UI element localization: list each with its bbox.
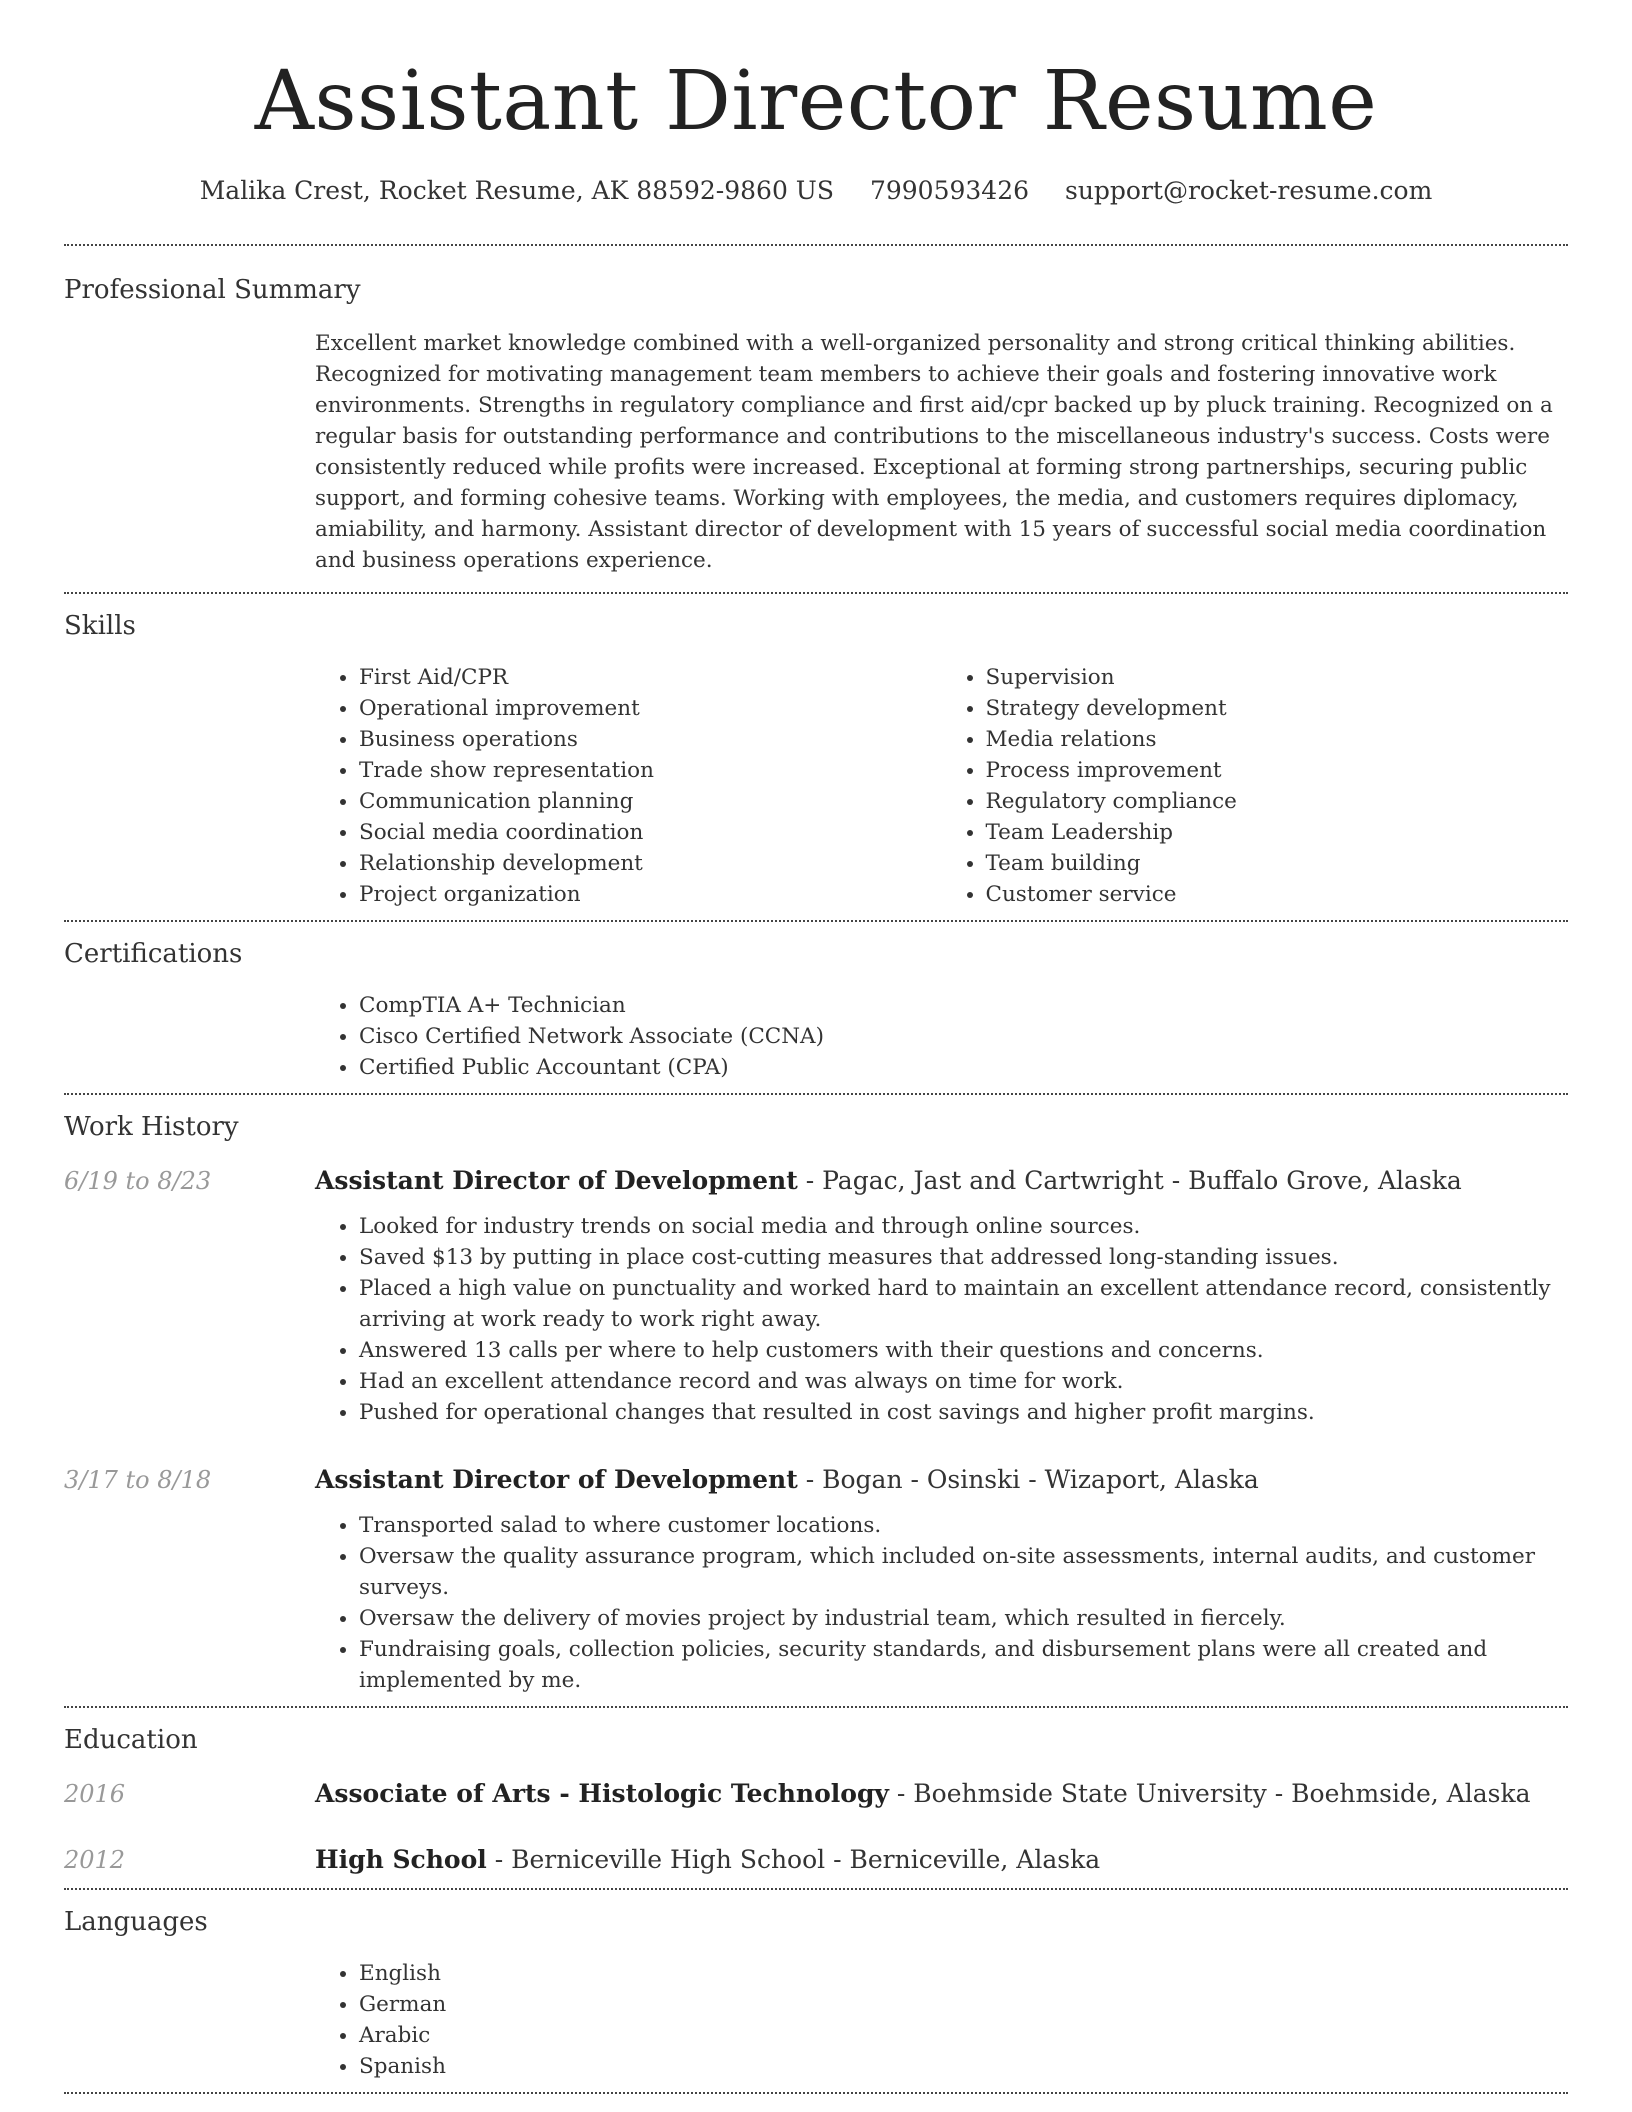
list-item: • Answered 13 calls per where to help customers with their questions and concerns. (359, 1335, 1568, 1366)
list-item: • Oversaw the delivery of movies project by industrial team, which resulted in fiercely. (359, 1603, 1568, 1634)
list-item: • Saved $13 by putting in place cost-cutting measures that addressed long-standing issues. (359, 1242, 1568, 1273)
education-entry (64, 1842, 1568, 1878)
section-heading-summary: Professional Summary (64, 275, 361, 305)
section-heading-work: Work History (64, 1112, 239, 1142)
job-main (315, 1163, 1568, 1428)
list-item: • Placed a high value on punctuality and worked hard to maintain an excellent attendance record, consistently arriving at work ready to work right away. (359, 1273, 1568, 1335)
list-item: • Arabic (359, 2020, 1568, 2051)
list-item: • Had an excellent attendance record and was always on time for work. (359, 1366, 1568, 1397)
education-heading (315, 1776, 1568, 1812)
work-section (64, 1095, 1568, 1706)
list-item: • Media relations (986, 724, 1569, 755)
skills-grid (315, 662, 1568, 910)
job-entry (64, 1163, 1568, 1428)
languages-list-wrap (315, 1958, 1568, 2082)
list-item: • Spanish (359, 2051, 1568, 2082)
contact-address: Malika Crest, Rocket Resume, AK 88592-9860 US (199, 176, 835, 205)
job-employer: - Pagac, Jast and Cartwright - Buffalo Grove, Alaska (797, 1166, 1462, 1195)
list-item: • Team Leadership (986, 817, 1569, 848)
list-item: • Strategy development (986, 693, 1569, 724)
resume-title: Assistant Director Resume (254, 54, 1378, 149)
education-heading (315, 1842, 1568, 1878)
skills-list-right (942, 662, 1569, 910)
certifications-list (315, 990, 1568, 1083)
section-heading-education: Education (64, 1725, 198, 1755)
list-item: • Team building (986, 848, 1569, 879)
job-bullets (315, 1510, 1568, 1696)
education-degree: Associate of Arts - Histologic Technology (315, 1779, 889, 1808)
list-item: • Relationship development (359, 848, 942, 879)
skills-section (64, 594, 1568, 920)
education-degree: High School (315, 1845, 487, 1874)
list-item: • English (359, 1958, 1568, 1989)
section-heading-certifications: Certifications (64, 939, 243, 969)
list-item: • Business operations (359, 724, 942, 755)
list-item: • Fundraising goals, collection policies, security standards, and disbursement plans were all created and implemented by me. (359, 1634, 1568, 1696)
job-bullets (315, 1211, 1568, 1428)
list-item: • Certified Public Accountant (CPA) (359, 1052, 1568, 1083)
list-item: • Operational improvement (359, 693, 942, 724)
summary-section (64, 246, 1568, 592)
education-entry (64, 1776, 1568, 1812)
divider (64, 2092, 1568, 2094)
list-item: • Social media coordination (359, 817, 942, 848)
certifications-section (64, 922, 1568, 1093)
list-item: • First Aid/CPR (359, 662, 942, 693)
list-item: • Transported salad to where customer locations. (359, 1510, 1568, 1541)
education-year: 2016 (64, 1780, 126, 1808)
list-item: • Pushed for operational changes that resulted in cost savings and higher profit margins. (359, 1397, 1568, 1428)
job-employer: - Bogan - Osinski - Wizaport, Alaska (797, 1465, 1259, 1494)
job-dates: 3/17 to 8/18 (64, 1466, 212, 1494)
job-dates: 6/19 to 8/23 (64, 1167, 212, 1195)
list-item: • Communication planning (359, 786, 942, 817)
list-item: • Trade show representation (359, 755, 942, 786)
list-item: • Looked for industry trends on social media and through online sources. (359, 1211, 1568, 1242)
languages-list (315, 1958, 1568, 2082)
education-school: - Boehmside State University - Boehmside, Alaska (888, 1779, 1531, 1808)
section-heading-languages: Languages (64, 1907, 208, 1937)
job-title: Assistant Director of Development (315, 1166, 798, 1195)
list-item: • Process improvement (986, 755, 1569, 786)
list-item: • Supervision (986, 662, 1569, 693)
list-item: • Regulatory compliance (986, 786, 1569, 817)
job-heading (315, 1163, 1568, 1199)
education-school: - Berniceville High School - Berniceville, Alaska (486, 1845, 1101, 1874)
job-entry (64, 1462, 1568, 1696)
list-item: • Project organization (359, 879, 942, 910)
list-item: • CompTIA A+ Technician (359, 990, 1568, 1021)
skills-list-left (315, 662, 942, 910)
job-heading (315, 1462, 1568, 1498)
education-year: 2012 (64, 1846, 126, 1874)
list-item: • Cisco Certified Network Associate (CCNA) (359, 1021, 1568, 1052)
certifications-list-wrap (315, 990, 1568, 1083)
list-item: • Oversaw the quality assurance program, which included on-site assessments, internal audits, and customer surveys. (359, 1541, 1568, 1603)
list-item: • German (359, 1989, 1568, 2020)
education-section (64, 1708, 1568, 1888)
job-main (315, 1462, 1568, 1696)
section-heading-skills: Skills (64, 611, 136, 641)
list-item: • Customer service (986, 879, 1569, 910)
contact-line (64, 174, 1568, 208)
job-title: Assistant Director of Development (315, 1465, 798, 1494)
contact-phone: 7990593426 (869, 176, 1030, 205)
languages-section (64, 1890, 1568, 2092)
summary-text: Excellent market knowledge combined with a well-organized personality and strong critical thinking abilities. Recognized for motivating management team members to achieve their goals and fostering innovative work environments. Strengths in regulatory compliance and first aid/cpr backed up by pluck training. Recognized on a regular basis for outstanding performance and contributions to the miscellaneous industry's success. Costs were consistently reduced while profits were increased. Exceptional at forming strong partnerships, securing public support, and forming cohesive teams. Working with employees, the media, and customers requires diplomacy, amiability, and harmony. Assistant director of development with 15 years of successful social media coordination and business operations experience. (315, 331, 1553, 573)
contact-email: support@rocket-resume.com (1064, 176, 1433, 205)
